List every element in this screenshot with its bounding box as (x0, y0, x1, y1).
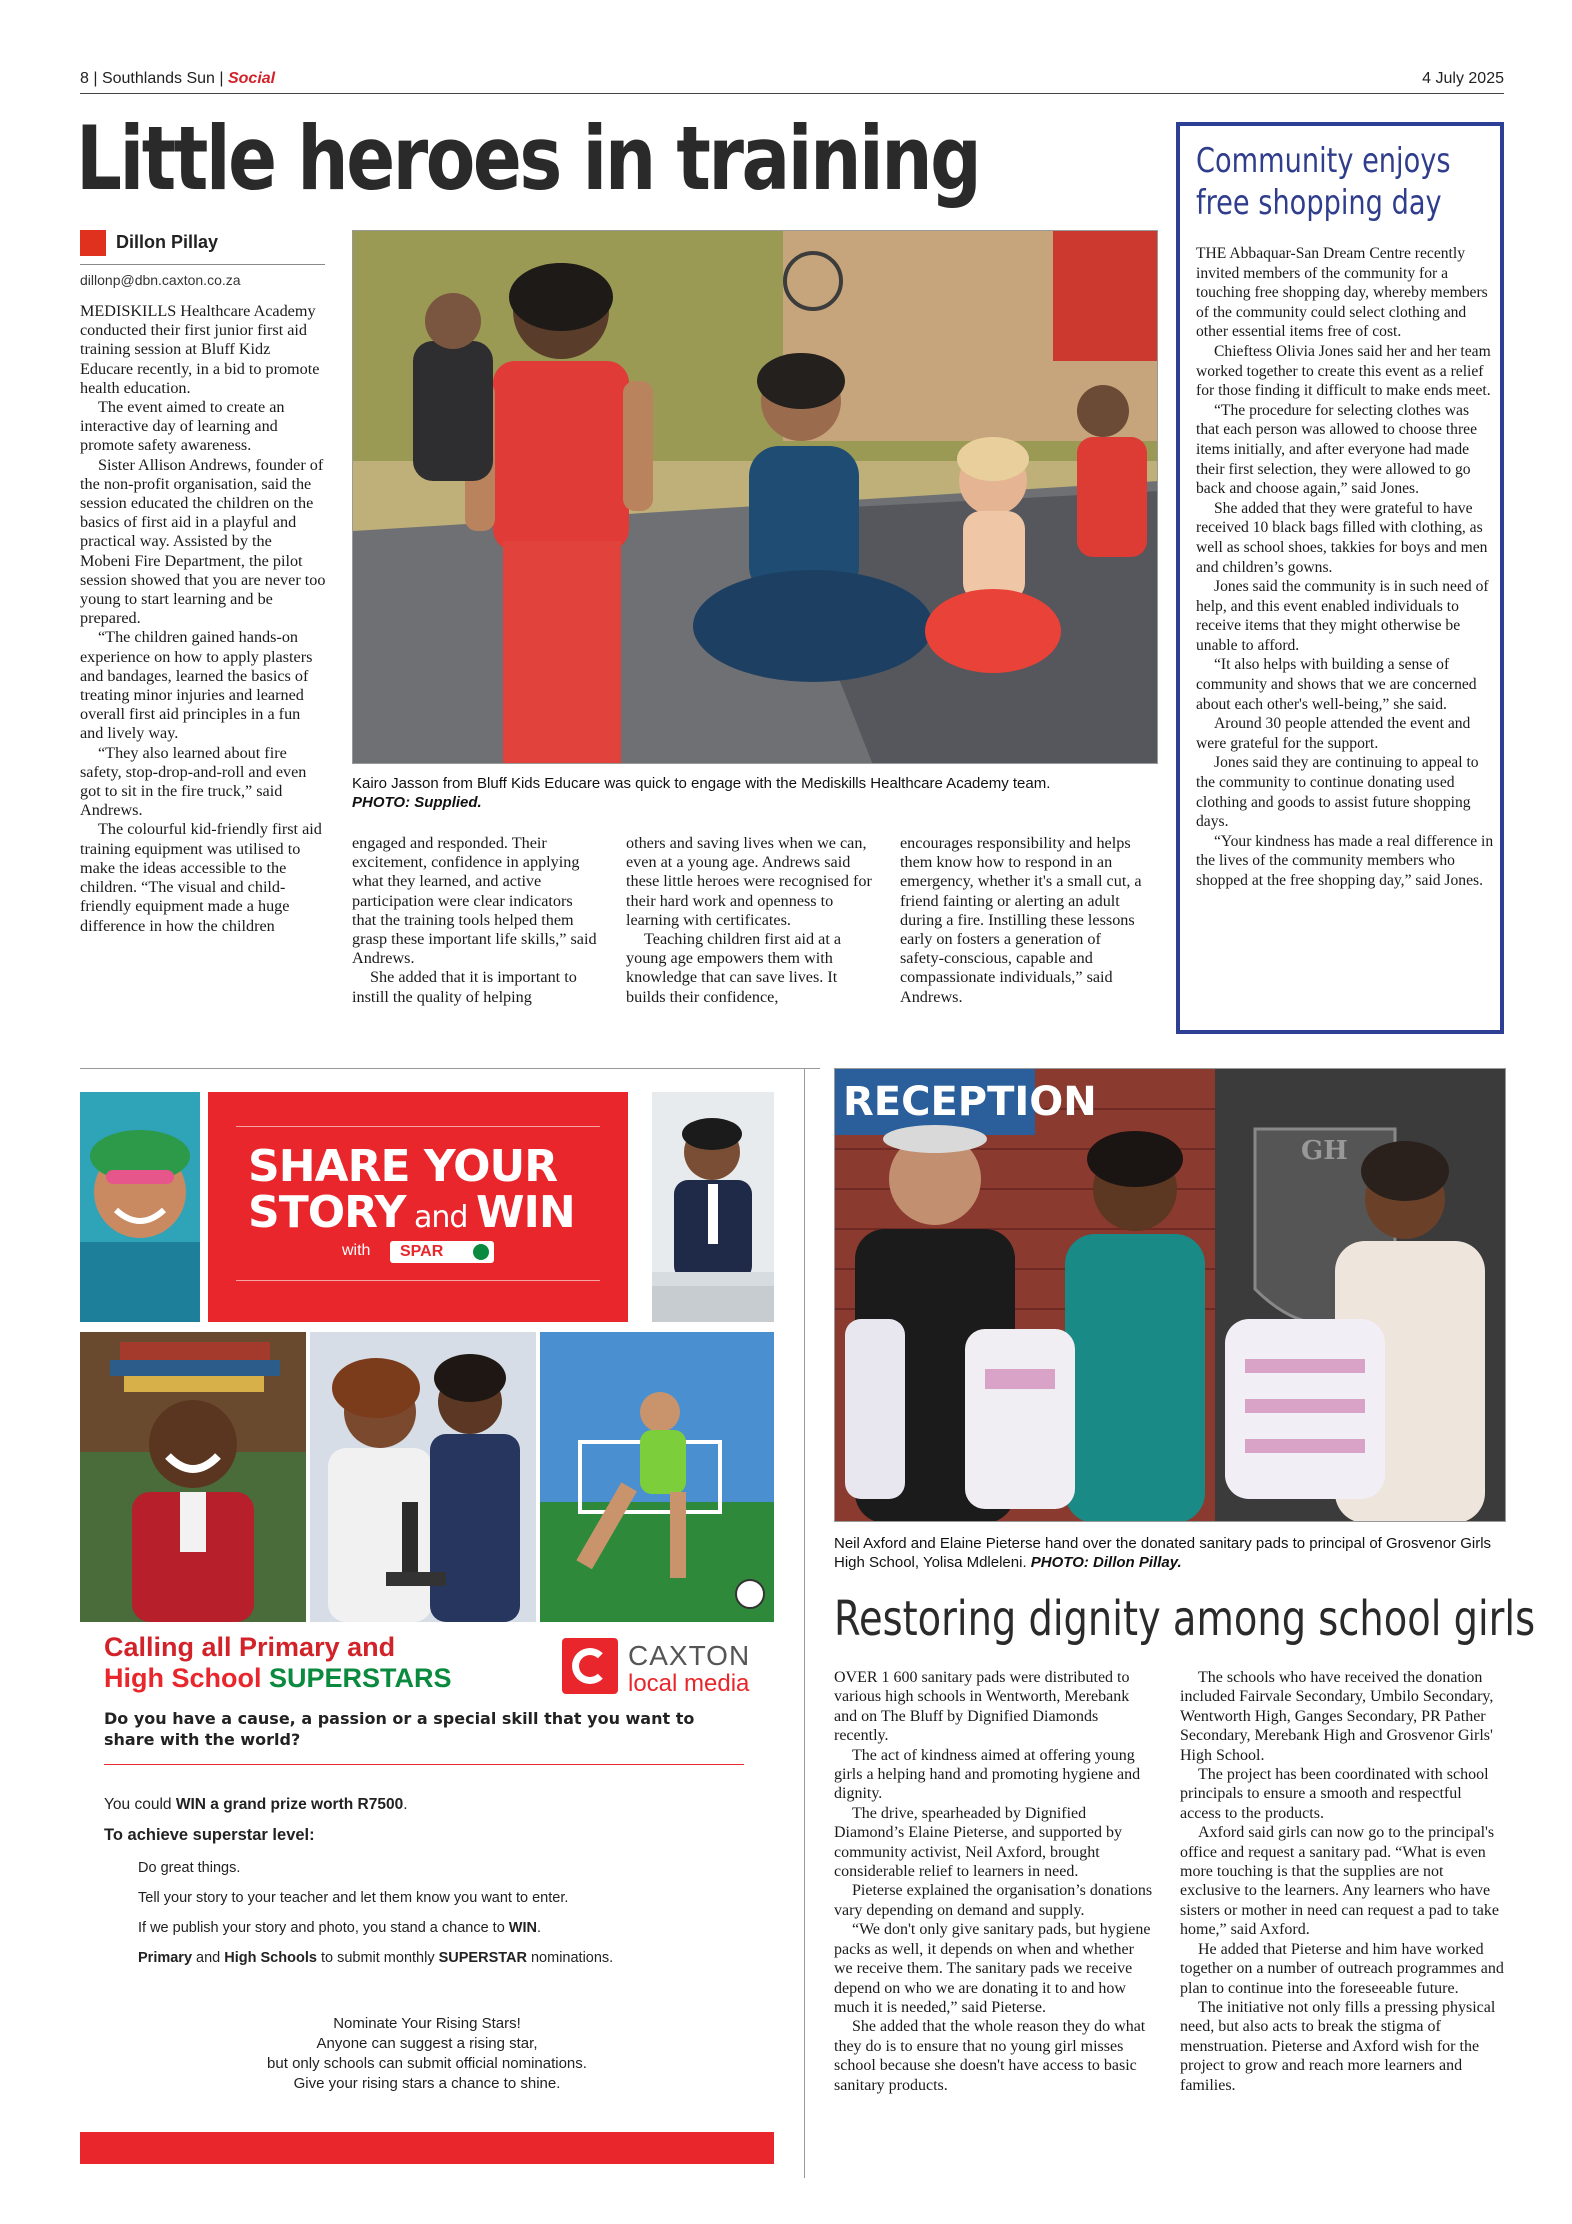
soccer-illustration (540, 1332, 774, 1622)
reception-sign: RECEPTION (843, 1079, 1097, 1125)
paragraph: The drive, spearheaded by Dignified Diamond’s Elaine Pieterse, and supported by community activist, Neil Axford, brought considerable relief to learners in need. (834, 1804, 1122, 1881)
ad-photo-swimmer (80, 1092, 200, 1322)
caxton-wordmark: CAXTON (628, 1640, 751, 1671)
caption-text: Kairo Jasson from Bluff Kids Educare was quick to engage with the Mediskills Healthcare Academy team. (352, 775, 1051, 792)
paragraph: The colourful kid-friendly first aid training equipment was utilised to make the ideas accessible to the children. “The visual and child-friendly equipment made a huge difference in how the children (80, 820, 322, 935)
community-sidebar (1176, 122, 1504, 1034)
sidebar-title (1196, 140, 1451, 224)
student-writing-illustration (652, 1092, 774, 1322)
ad-headline-word: and (405, 1200, 476, 1235)
ad-step-text: to submit monthly (316, 1950, 439, 1966)
girl-books-illustration (80, 1332, 306, 1622)
paragraph: Teaching children first aid at a young age empowers them with knowledge that can save lives. It builds their confidence, (626, 930, 842, 1006)
ad-step-text: and (192, 1950, 225, 1966)
folio-separator: | (214, 70, 228, 87)
paragraph: “The children gained hands-on experience on how to apply plasters and bandages, learned the basics of treating minor injuries and learned overall first aid principles in a fun and lively way. (80, 628, 313, 743)
ad-headline-line: SHARE YOUR (248, 1141, 558, 1192)
main-story-column-1 (80, 302, 326, 936)
paper-name: Southlands Sun (101, 70, 215, 87)
ad-prize-text: You could (104, 1796, 176, 1813)
ad-step-emphasis: Primary (138, 1950, 193, 1966)
first-aid-photo (352, 230, 1158, 764)
photo-credit: PHOTO: Supplied. (352, 794, 482, 811)
paragraph: The project has been coordinated with school principals to ensure a smooth and respectful access to the products. (1180, 1766, 1489, 1822)
paragraph: Sister Allison Andrews, founder of the non-profit organisation, said the session educated the children on the basics of first aid in a playful and practical way. Assisted by the Mobeni Fire Department, the pilot session showed that you are never too young to start learning and be prepared. (80, 455, 326, 628)
paragraph: encourages responsibility and helps them know how to respond in an emergency, whether it's a small cut, a friend fainting or alerting an adult during a fire. Instilling these lessons early on fosters a generation of safety-conscious, capable and compassionate individuals,” said Andrews. (900, 834, 1142, 1006)
story2-column-2 (1180, 1668, 1506, 2095)
sidebar-title-line: Community enjoys (1196, 141, 1451, 181)
ad-calling-word: and (339, 1632, 396, 1662)
ad-headline (248, 1141, 575, 1241)
caption-text: Neil Axford and Elaine Pieterse hand over the donated sanitary pads to principal of Grosvenor Girls High School, Yolisa Mdleleni. (834, 1535, 1492, 1571)
paragraph: The initiative not only fills a pressing physical need, but also acts to break the stigma of menstruation. Pieterse and Axford wish for the project to grow and reach more learners and families. (1180, 1998, 1496, 2094)
paragraph: He added that Pieterse and him have worked together on a number of outreach programmes and plan to continue into the foreseeable future. (1180, 1940, 1504, 1997)
section-name: Social (227, 70, 276, 87)
ad-footer-bar (80, 2132, 774, 2164)
column-divider (804, 1068, 805, 2178)
ad-step-emphasis: High Schools (224, 1950, 317, 1966)
sidebar-body (1196, 244, 1494, 891)
paragraph: Axford said girls can now go to the principal's office and request a sanitary pad. “What is even more touching is that the supplies are not exclusive to the learners. Any learners who have sisters or mother in need can request a pad to take home,” said Axford. (1180, 1824, 1499, 1939)
ad-calling-word: Calling all (104, 1632, 240, 1662)
paragraph: “Your kindness has made a real difference in the lives of the community members who shopped at the free shopping day,” said Jones. (1196, 832, 1494, 889)
ad-nominate-line: Give your rising stars a chance to shine. (293, 2075, 561, 2092)
ad-nominate-line: Anyone can suggest a rising star, (316, 2035, 538, 2052)
ad-step: Tell your story to your teacher and let them know you want to enter. (138, 1890, 569, 1906)
paragraph: The schools who have received the donation included Fairvale Secondary, Umbilo Secondary, Wentworth High, Ganges Secondary, PR Pather Secondary, Merebank High and Grosvenor Girls' High School. (1180, 1669, 1494, 1764)
ad-prize-text: . (403, 1796, 408, 1813)
caxton-logo (562, 1638, 762, 1698)
ad-step (138, 1950, 613, 1966)
ad-step (138, 1920, 541, 1936)
paragraph: She added that the whole reason they do what they do is to ensure that no young girl misses school because she doesn't have access to basic sanitary products. (834, 2018, 1146, 2094)
spar-logo (390, 1241, 494, 1263)
ad-calling-word: High School (104, 1663, 269, 1693)
header-rule (80, 93, 1504, 94)
ad-headline-word: WIN (475, 1187, 575, 1238)
main-headline: Little heroes in training (76, 107, 980, 210)
paragraph: She added that they were grateful to have received 10 black bags filled with clothing, as well as school shoes, takkies for boys and men and children’s gowns. (1196, 499, 1488, 576)
ad-step-text: If we publish your story and photo, you stand a chance to (138, 1920, 509, 1936)
ad-rule (236, 1280, 600, 1281)
ad-headline-box (208, 1092, 628, 1322)
ad-calling-word: Primary (239, 1632, 340, 1662)
ad-photo-student-writing (652, 1092, 774, 1322)
paragraph: MEDISKILLS Healthcare Academy conducted their first junior first aid training session at Bluff Kidz Educare recently, in a bid to promote health education. (80, 302, 320, 397)
paragraph: “It also helps with building a sense of community and shows that we are concerned about each other's well-being,” she said. (1196, 656, 1477, 713)
paragraph: OVER 1 600 sanitary pads were distributed to various high schools in Wentworth, Merebank and on The Bluff by Dignified Diamonds recently. (834, 1669, 1130, 1745)
author-name: Dillon Pillay (116, 232, 219, 252)
main-photo-caption (352, 774, 1158, 812)
ad-calling-word: SUPERSTARS (269, 1663, 452, 1693)
ad-photo-girl-books (80, 1332, 306, 1622)
paragraph: Jones said the community is in such need of help, and this event enabled individuals to receive items that they might otherwise be unable to afford. (1196, 578, 1489, 654)
spar-logo-text: SPAR (400, 1243, 444, 1260)
sidebar-title-line: free shopping day (1196, 183, 1442, 223)
main-story-column-2 (352, 834, 598, 1007)
first-aid-photo-illustration (353, 231, 1158, 764)
ad-prize-amount: WIN a grand prize worth R7500 (175, 1796, 404, 1813)
ad-nominate-line: but only schools can submit official nominations. (267, 2055, 587, 2072)
paragraph: THE Abbaquar-San Dream Centre recently invited members of the community for a touching free shopping day, whereby members of the community could select clothing and other essential items free of cost. (1196, 245, 1488, 341)
ad-headline-word: STORY (248, 1187, 406, 1238)
byline-rule (80, 264, 325, 265)
ad-with-text: with (342, 1242, 371, 1259)
paragraph: engaged and responded. Their excitement, confidence in applying what they learned, and active participation were clear indicators that the training tools helped them grasp these important life skills,” said Andrews. (352, 834, 597, 968)
ad-rule (236, 1126, 600, 1127)
microscope-illustration (310, 1332, 536, 1622)
ad-step-text: nominations. (526, 1950, 614, 1966)
sanitary-pads-photo (834, 1068, 1506, 1522)
ad-rule (104, 1764, 744, 1765)
main-story-column-4 (900, 834, 1146, 1007)
folio-separator: | (88, 70, 102, 87)
ad-nominate-line: Nominate Your Rising Stars! (333, 2015, 521, 2032)
ad-step: Do great things. (138, 1860, 241, 1876)
ad-step-text: . (536, 1920, 542, 1936)
paragraph: Chieftess Olivia Jones said her and her team worked together to create this event as a relief for those finding it difficult to make ends meet. (1196, 342, 1491, 400)
crest-letters: GH (1301, 1136, 1348, 1166)
ad-step-emphasis: WIN (508, 1920, 537, 1936)
author-email[interactable]: dillonp@dbn.caxton.co.za (80, 272, 241, 288)
story2-column-1 (834, 1668, 1154, 2095)
ad-step-emphasis: SUPERSTAR (438, 1950, 527, 1966)
paragraph: “We don't only give sanitary pads, but hygiene packs as well, it depends on when and whether we receive them. The sanitary pads we receive depend on who we are donating it to and how much it is needed,” said Pieterse. (834, 1921, 1151, 2016)
ad-nominate-block (80, 2014, 774, 2094)
ad-photo-soccer (540, 1332, 774, 1622)
paragraph: others and saving lives when we can, even at a young age. Andrews said these little heroes were recognised for their hard work and openness to learning with certificates. (626, 834, 872, 929)
paragraph: Pieterse explained the organisation’s donations vary depending on demand and supply. (834, 1882, 1153, 1919)
main-story-column-3 (626, 834, 872, 1007)
spar-superstars-ad[interactable] (80, 1092, 774, 2164)
ad-prize-line (104, 1796, 408, 1814)
ad-question: Do you have a cause, a passion or a special skill that you want to share with the world? (104, 1709, 695, 1749)
page-number: 8 (80, 70, 89, 87)
paragraph: “They also learned about fire safety, stop-drop-and-roll and even got to sit in the fire truck,” said Andrews. (80, 743, 307, 820)
section-divider (80, 1068, 820, 1069)
caxton-tagline: local media (628, 1670, 750, 1697)
spar-tree-icon (473, 1244, 489, 1260)
photo-credit: PHOTO: Dillon Pillay. (1030, 1554, 1182, 1571)
sanitary-pads-photo-illustration (835, 1069, 1506, 1522)
caxton-c-icon (562, 1638, 618, 1694)
paragraph: Jones said they are continuing to appeal to the community to continue donating used clothing and goods to assist future shopping days. (1196, 754, 1479, 831)
ad-achieve-heading: To achieve superstar level: (104, 1826, 315, 1844)
paragraph: “The procedure for selecting clothes was that each person was allowed to choose three items initially, and after everyone had made their first selection, they were allowed to go back and choose again,” said Jones. (1196, 401, 1478, 498)
byline-square-icon (80, 230, 106, 256)
page-folio (80, 70, 275, 88)
ad-calling-heading (104, 1632, 452, 1694)
paragraph: Around 30 people attended the event and were grateful for the support. (1196, 715, 1471, 752)
paragraph: The event aimed to create an interactive day of learning and promote safety awareness. (80, 398, 285, 455)
story2-photo-caption (834, 1534, 1506, 1572)
story2-headline: Restoring dignity among school girls (834, 1591, 1536, 1647)
paragraph: She added that it is important to instill the quality of helping (352, 968, 577, 1006)
ad-photo-microscope (310, 1332, 536, 1622)
swimmer-illustration (80, 1092, 200, 1322)
paragraph: The act of kindness aimed at offering young girls a helping hand and promoting hygiene and dignity. (834, 1746, 1141, 1803)
issue-date: 4 July 2025 (1422, 70, 1504, 87)
